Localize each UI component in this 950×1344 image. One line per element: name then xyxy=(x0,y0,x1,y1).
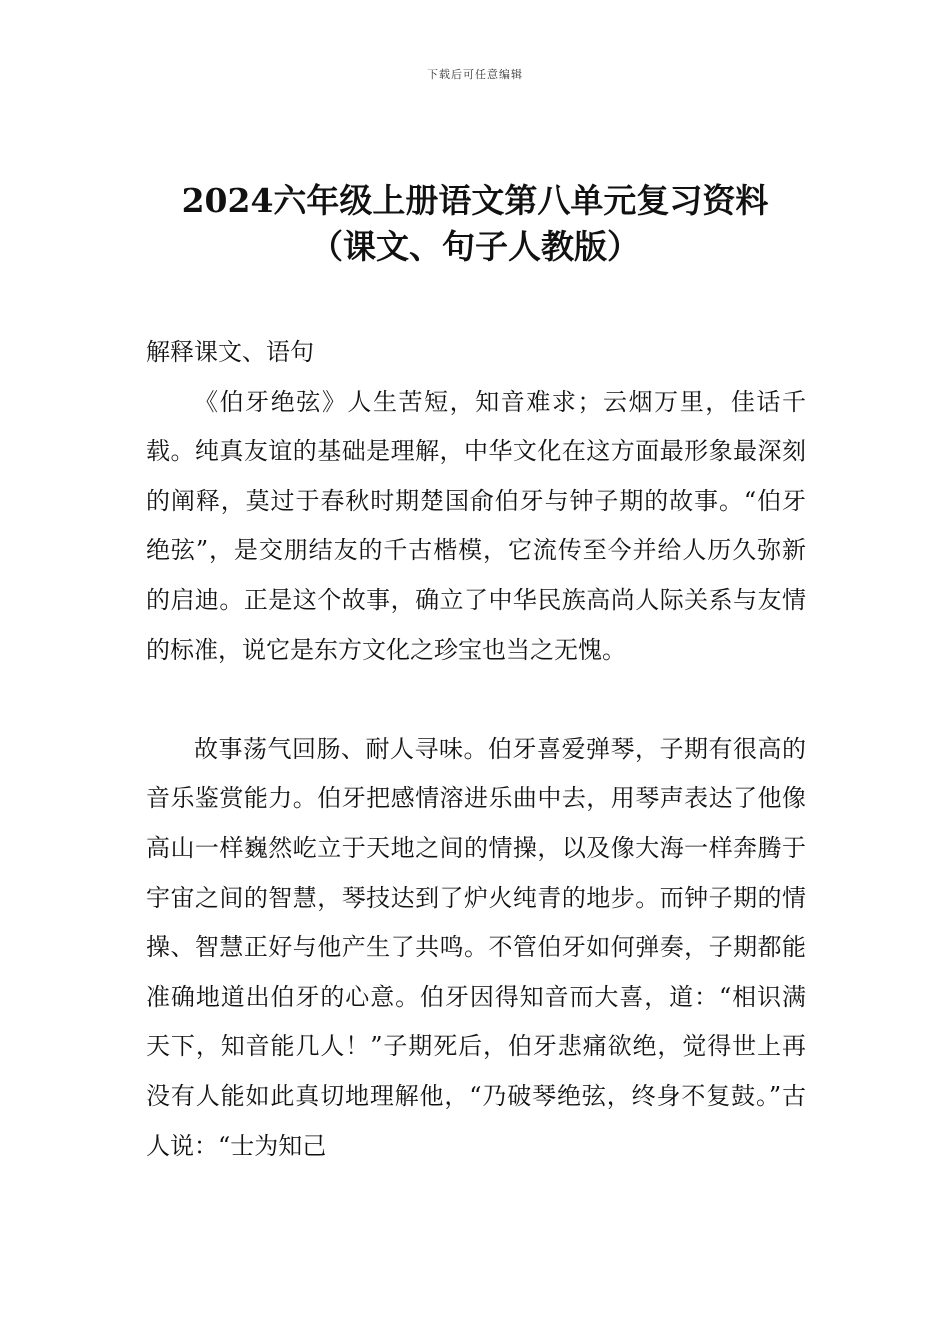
document-body xyxy=(146,328,806,1171)
document-title xyxy=(100,178,850,270)
header-note: 下载后可任意编辑 xyxy=(427,68,523,81)
title-line-1: 2024六年级上册语文第八单元复习资料 xyxy=(181,181,769,220)
title-line-2: （课文、句子人教版） xyxy=(310,227,640,266)
paragraph-2: 故事荡气回肠、耐人寻味。伯牙喜爱弹琴，子期有很高的音乐鉴赏能力。伯牙把感情溶进乐曲中去，用琴声表达了他像高山一样巍然屹立于天地之间的情操，以及像大海一样奔腾于宇宙之间的智慧，琴技达到了炉火纯青的地步。而钟子期的情操、智慧正好与他产生了共鸣。不管伯牙如何弹奏，子期都能准确地道出伯牙的心意。伯牙因得知音而大喜，道：“相识满天下，知音能几人！”子期死后，伯牙悲痛欲绝，觉得世上再没有人能如此真切地理解他，“乃破琴绝弦，终身不复鼓。”古人说：“士为知己 xyxy=(146,734,806,1160)
paragraph-1: 《伯牙绝弦》人生苦短，知音难求；云烟万里，佳话千载。纯真友谊的基础是理解，中华文化在这方面最形象最深刻的阐释，莫过于春秋时期楚国俞伯牙与钟子期的故事。“伯牙绝弦”，是交朋结友的千古楷模，它流传至今并给人历久弥新的启迪。正是这个故事，确立了中华民族高尚人际关系与友情的标准，说它是东方文化之珍宝也当之无愧。 xyxy=(146,387,806,664)
section-heading: 解释课文、语句 xyxy=(146,338,314,366)
